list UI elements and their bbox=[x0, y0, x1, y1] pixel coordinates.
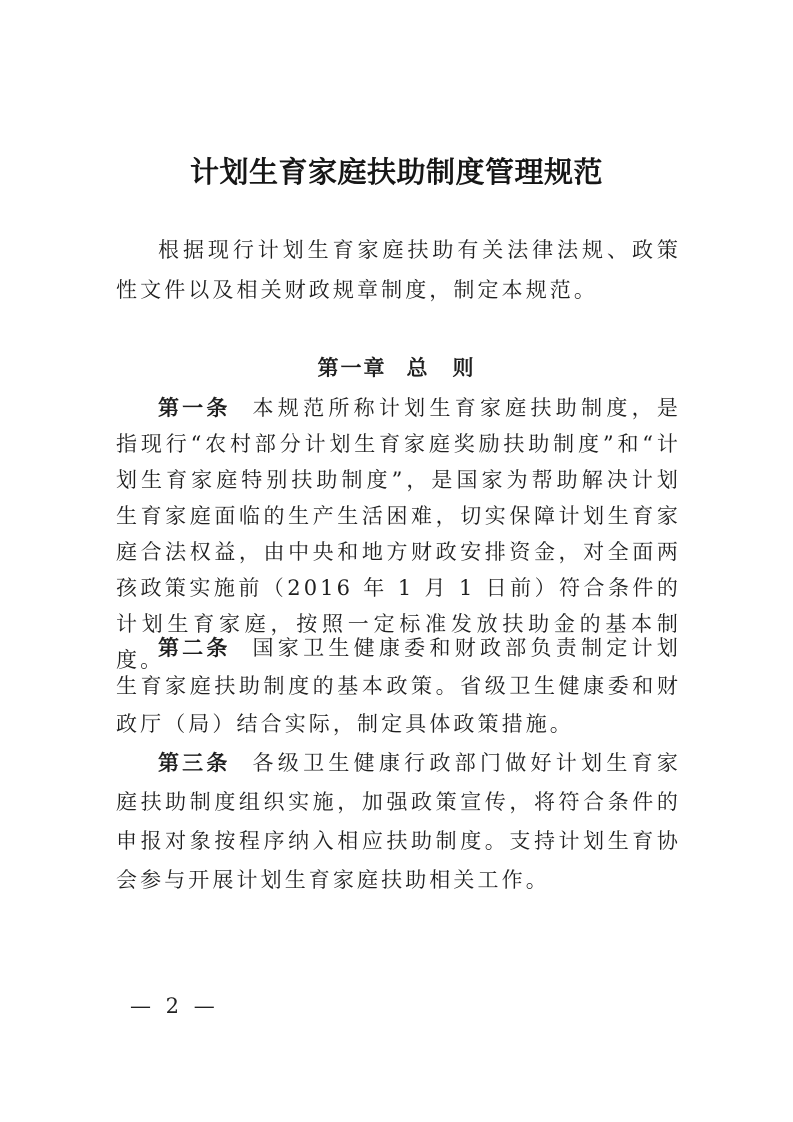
article-1-text: 本规范所称计划生育家庭扶助制度，是指现行“农村部分计划生育家庭奖励扶助制度”和“计划生育家庭特别扶助制度”，是国家为帮助解决计划生育家庭面临的生产生活困难，切实保障计划生育家庭合法权益，由中央和地方财政安排资金，对全面两孩政策实施前（2016 年 1 月 1 日前）符合条件的计划生育家庭，按照一定标准发放扶助金的基本制度。 bbox=[116, 396, 682, 672]
article-3-label: 第三条 bbox=[158, 751, 231, 775]
chapter-number: 第一章 bbox=[317, 356, 387, 380]
article-2-label: 第二条 bbox=[158, 636, 231, 660]
intro-paragraph: 根据现行计划生育家庭扶助有关法律法规、政策性文件以及相关财政规章制度，制定本规范。 bbox=[116, 238, 681, 302]
chapter-heading bbox=[0, 352, 793, 382]
article-3 bbox=[116, 744, 681, 900]
document-title: 计划生育家庭扶助制度管理规范 bbox=[189, 155, 603, 189]
article-3-text: 各级卫生健康行政部门做好计划生育家庭扶助制度组织实施，加强政策宣传，将符合条件的申报对象按程序纳入相应扶助制度。支持计划生育协会参与开展计划生育家庭扶助相关工作。 bbox=[116, 751, 682, 892]
page-number: — 2 — bbox=[130, 994, 219, 1018]
article-1-label: 第一条 bbox=[158, 396, 231, 420]
article-2 bbox=[116, 629, 681, 743]
chapter-name: 总 则 bbox=[406, 356, 476, 380]
article-2-text: 国家卫生健康委和财政部负责制定计划生育家庭扶助制度的基本政策。省级卫生健康委和财政厅（局）结合实际，制定具体政策措施。 bbox=[116, 636, 682, 736]
